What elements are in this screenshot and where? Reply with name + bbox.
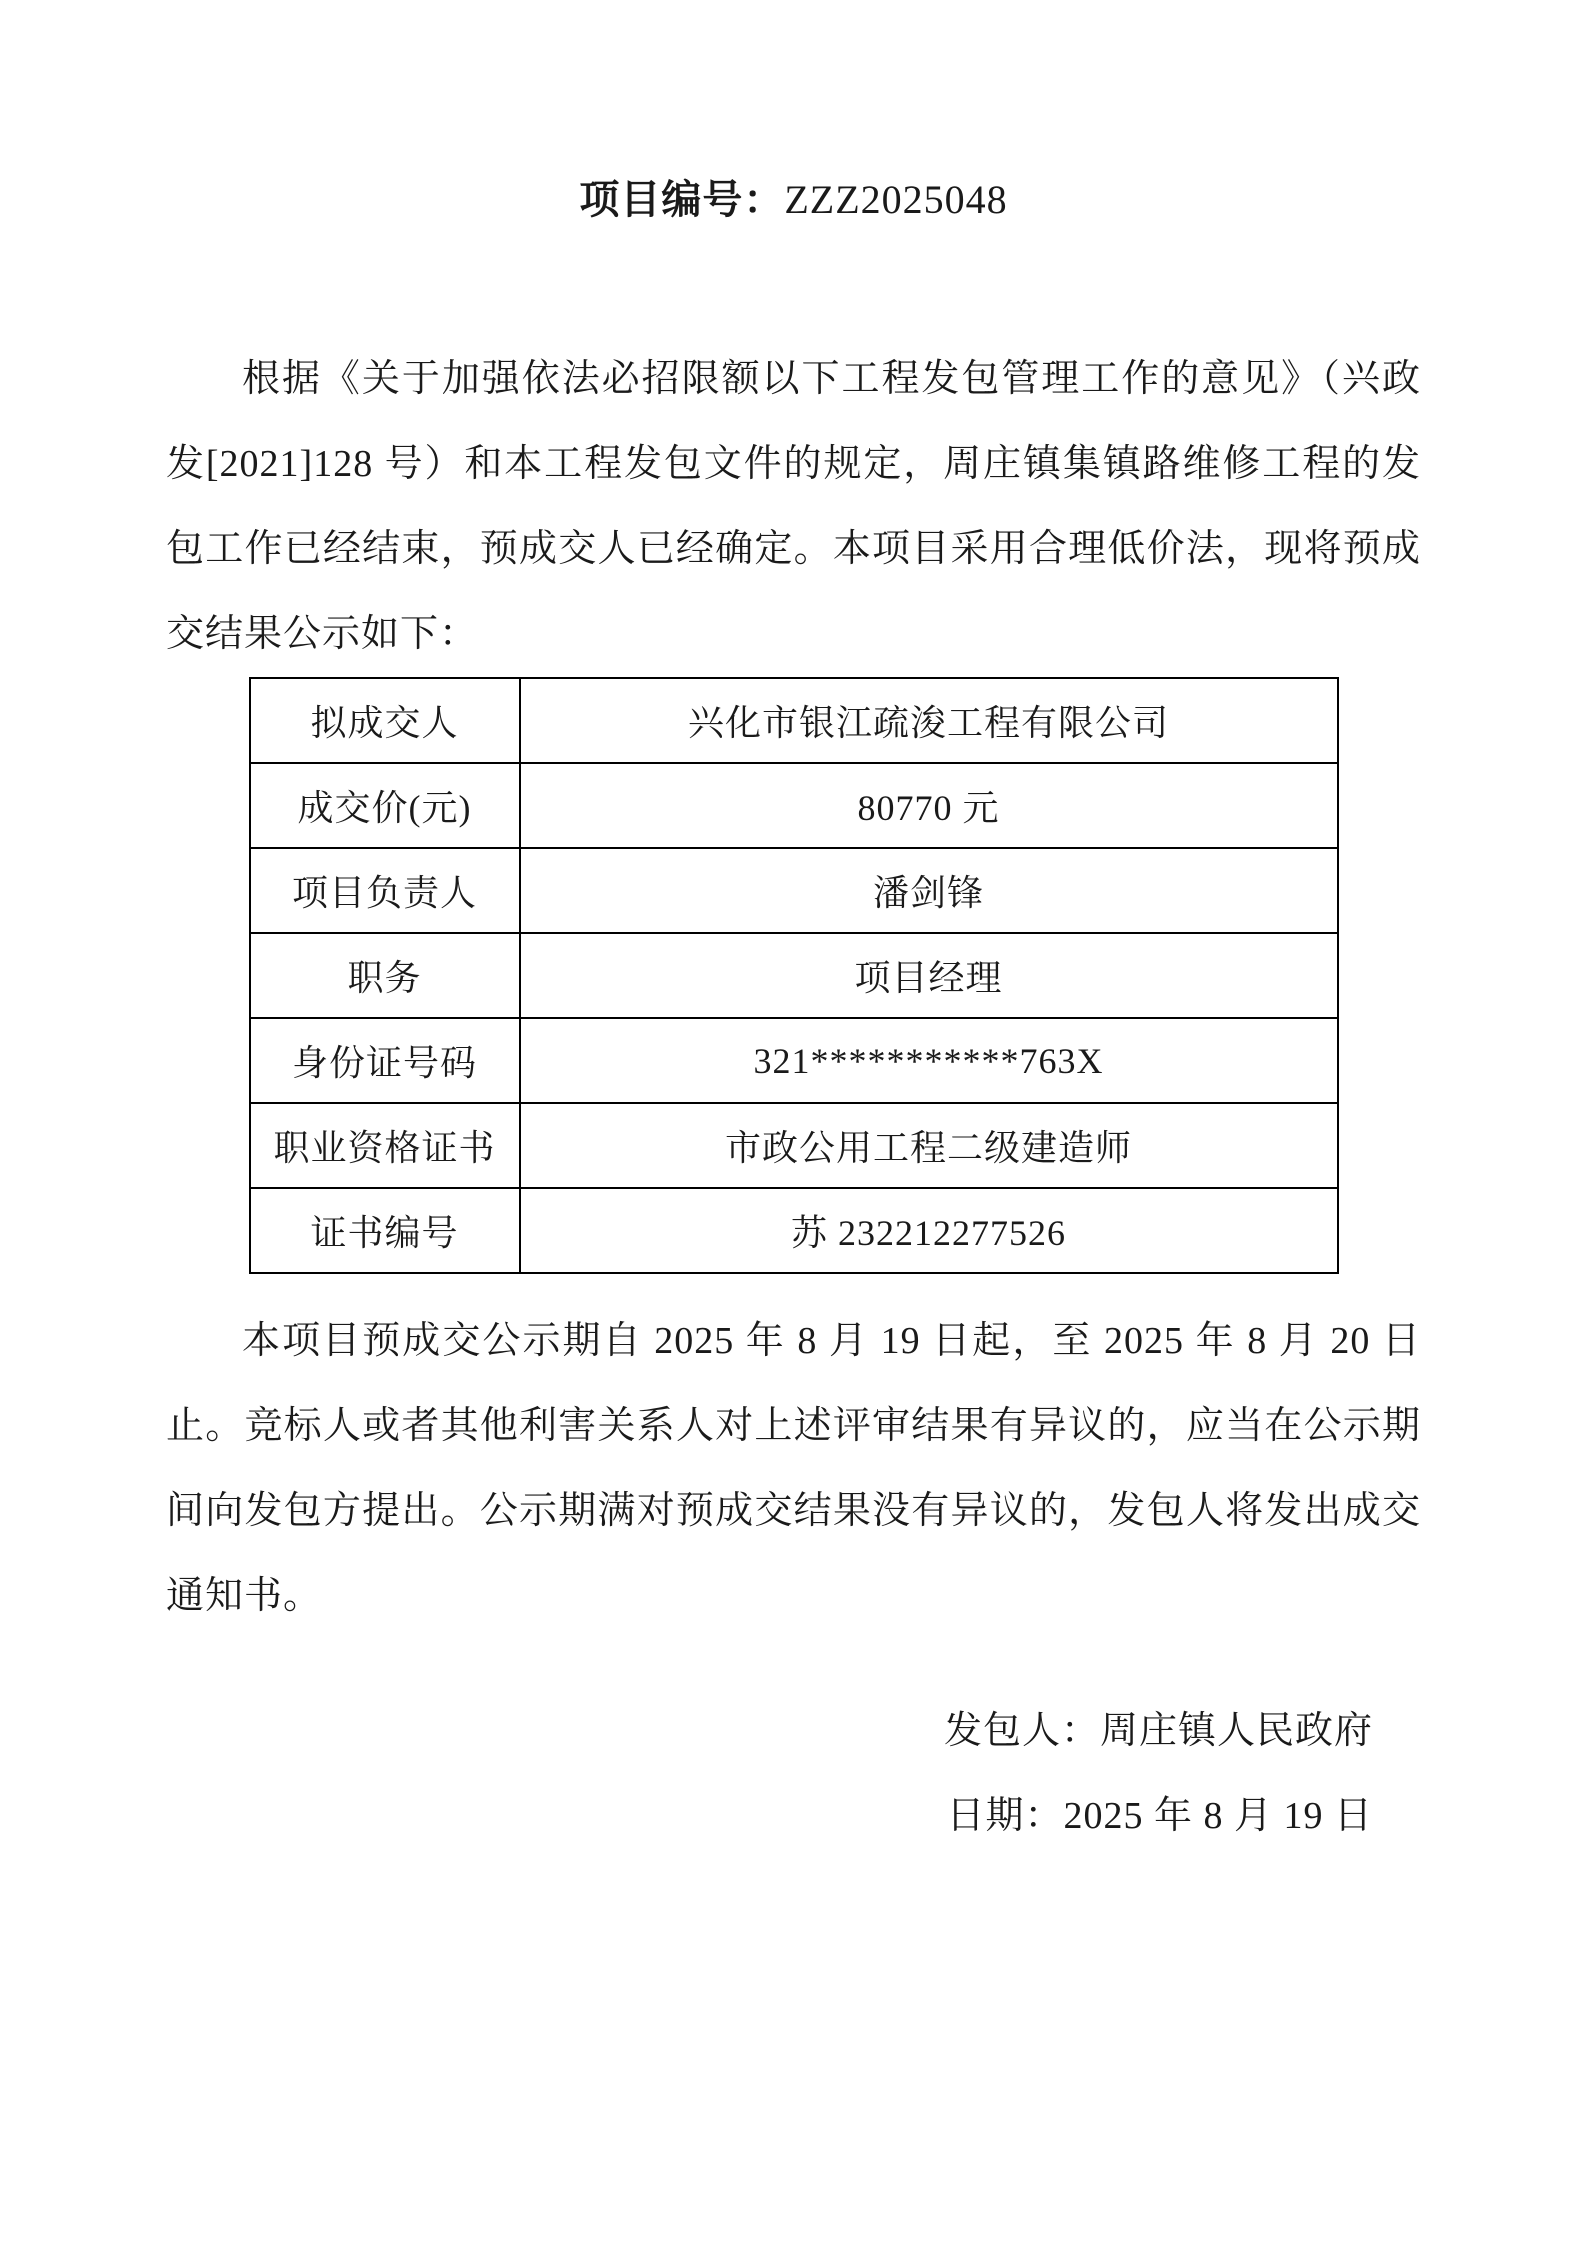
row-label: 职业资格证书 <box>250 1103 520 1188</box>
page-title <box>166 0 1421 225</box>
date-line: 日期：2025 年 8 月 19 日 <box>946 1795 1373 1837</box>
notice-paragraph: 本项目预成交公示期自 2025 年 8 月 19 日起，至 2025 年 8 月 20 日止。竞标人或者其他利害关系人对上述评审结果有异议的，应当在公示期间向发包方提出。公示期满对预成交结果没有异议的，发包人将发出成交通知书。 <box>166 1320 1421 1617</box>
row-value: 兴化市银江疏浚工程有限公司 <box>520 678 1338 763</box>
row-label: 身份证号码 <box>250 1018 520 1103</box>
table-row-price <box>250 763 1338 848</box>
table-row-winner <box>250 678 1338 763</box>
table-row-manager <box>250 848 1338 933</box>
row-label: 拟成交人 <box>250 678 520 763</box>
row-value: 项目经理 <box>520 933 1338 1018</box>
row-value: 市政公用工程二级建造师 <box>520 1103 1338 1188</box>
table-row-id-number <box>250 1018 1338 1103</box>
table-row-certificate-number <box>250 1188 1338 1273</box>
row-label: 证书编号 <box>250 1188 520 1273</box>
table-row-qualification <box>250 1103 1338 1188</box>
result-table <box>249 677 1339 1274</box>
project-number-label: 项目编号： <box>579 177 785 222</box>
signature-block <box>166 1689 1421 1859</box>
project-number-value: ZZZ2025048 <box>784 177 1008 222</box>
row-label: 职务 <box>250 933 520 1018</box>
row-value: 80770 元 <box>520 763 1338 848</box>
row-value: 321***********763X <box>520 1018 1338 1103</box>
row-label: 成交价(元) <box>250 763 520 848</box>
table-row-position <box>250 933 1338 1018</box>
row-value: 潘剑锋 <box>520 848 1338 933</box>
intro-paragraph: 根据《关于加强依法必招限额以下工程发包管理工作的意见》（兴政发[2021]128 号）和本工程发包文件的规定，周庄镇集镇路维修工程的发包工作已经结束，预成交人已经确定。本项目采用合理低价法，现将预成交结果公示如下： <box>166 358 1421 655</box>
row-label: 项目负责人 <box>250 848 520 933</box>
issuer-line: 发包人：周庄镇人民政府 <box>943 1710 1373 1752</box>
row-value: 苏 232212277526 <box>520 1188 1338 1273</box>
